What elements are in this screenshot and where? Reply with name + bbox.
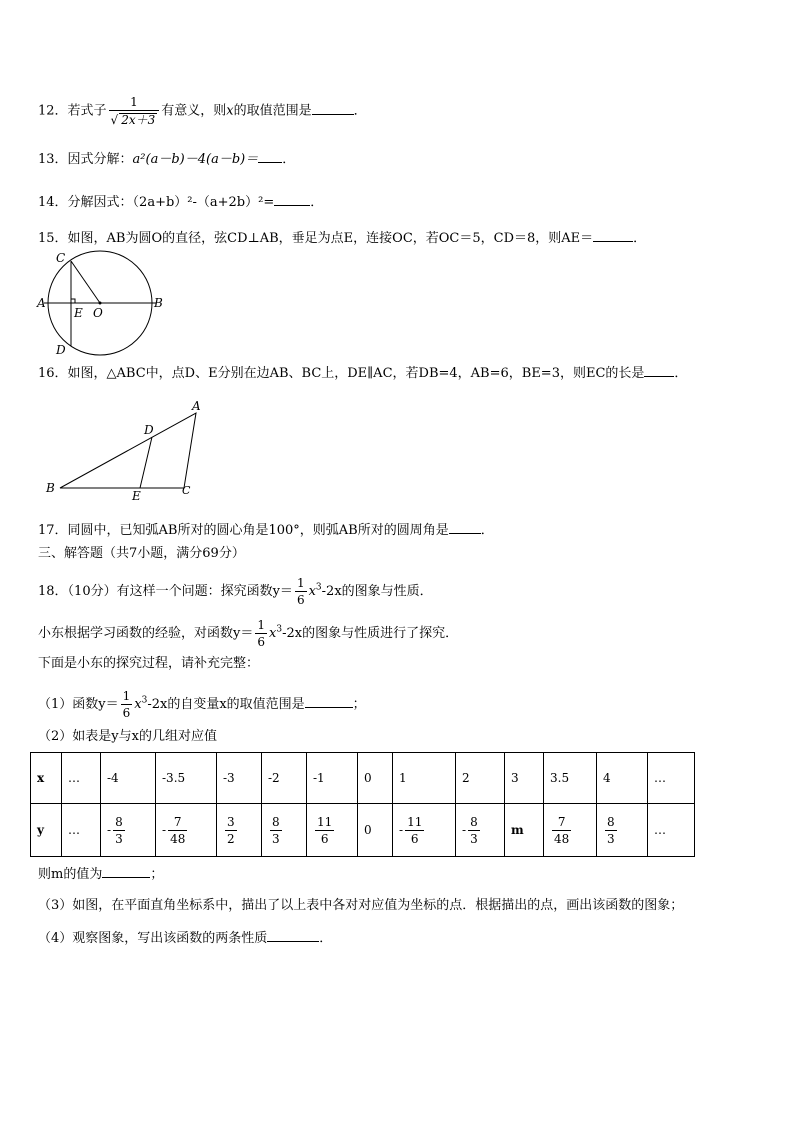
question-18-part2 [38, 728, 217, 746]
sign: - [462, 823, 467, 837]
table-row-x [31, 753, 695, 804]
table-cell-x: -3.5 [156, 753, 217, 804]
q12-denominator: √ 2x＋3 [109, 110, 160, 126]
table-cell-y [101, 804, 156, 857]
table-cell-x: 2 [456, 753, 505, 804]
fraction [405, 816, 424, 845]
q18-p1a: （1）函数y＝ [38, 697, 119, 712]
label-e: E [74, 306, 83, 320]
q14-blank[interactable] [274, 193, 310, 206]
label-a: A [192, 399, 201, 413]
table-cell-y [217, 804, 262, 857]
frac-denominator: 6 [122, 706, 131, 720]
table-cell-y [156, 804, 217, 857]
label-b: B [46, 481, 55, 495]
cell-fraction [603, 816, 619, 845]
label-b: B [154, 296, 163, 310]
q12-end: ． [353, 103, 367, 119]
q18-p3: （3）如图，在平面直角坐标系中，描出了以上表中各对对应值为坐标的点．根据描出的点，画出该函数的图象； [38, 898, 684, 913]
fraction [605, 816, 617, 845]
q15-circle-figure [34, 250, 168, 358]
numerator: 8 [607, 814, 615, 829]
denominator: 48 [554, 831, 570, 846]
label-d: D [56, 343, 66, 357]
q18-p1b: -2x的自变量x的取值范围是 [147, 697, 305, 712]
q12-prefix: 12．若式子 [38, 103, 107, 119]
fraction [168, 816, 187, 845]
cell-value: … [654, 823, 666, 837]
numerator: 3 [227, 814, 235, 829]
q17-end: ． [480, 523, 494, 538]
table-cell-x: 3.5 [544, 753, 597, 804]
q16-text: 16．如图，△ABC中，点D、E分别在边AB、BC上，DE∥AC，若DB=4，AB=6，BE=3，则EC的长是 [38, 366, 645, 381]
frac-numerator: 1 [296, 576, 305, 590]
table-cell-x: -2 [262, 753, 307, 804]
fraction [552, 816, 571, 845]
question-18-line2 [38, 619, 458, 648]
q18-p1-end: ； [352, 697, 366, 712]
label-a: A [37, 296, 46, 310]
q15-blank[interactable] [593, 229, 633, 242]
numerator: 8 [470, 814, 478, 829]
cube-exponent: 3 [141, 695, 148, 706]
q18-fraction-2 [255, 619, 267, 648]
q14-text: 14．分解因式：（2a+b）²-（a+2b）²= [38, 195, 275, 210]
section-3-text: 三、解答题（共7小题，满分69分） [38, 546, 245, 561]
q12-radicand: 2x＋3 [121, 113, 156, 127]
denominator: 3 [115, 831, 123, 846]
x-var: x [134, 697, 142, 712]
question-15 [38, 229, 646, 248]
cell-fraction [107, 816, 127, 845]
numerator: 8 [272, 814, 280, 829]
right-angle-mark [71, 299, 75, 303]
cell-fraction [268, 816, 284, 845]
q18-line1b: -2x的图象与性质． [321, 584, 433, 599]
denominator: 2 [227, 831, 235, 846]
q12-suffix-b: 的取值范围是 [233, 103, 312, 119]
q18-fraction-1 [295, 577, 307, 606]
triangle-abc [60, 413, 196, 488]
fraction [113, 816, 125, 845]
label-c: C [56, 251, 66, 265]
x-var: x [269, 626, 277, 641]
q16-triangle-figure [40, 396, 210, 502]
q18-after-end: ； [150, 867, 164, 882]
table-cell-x: 3 [505, 753, 544, 804]
table-cell-y [544, 804, 597, 857]
q18-p2: （2）如表是y与x的几组对应值 [38, 729, 217, 744]
q18-p4-end: ． [319, 931, 333, 946]
q13-expression: a²(a－b)－4(a－b)＝ [132, 152, 259, 167]
question-18-part4 [38, 929, 332, 948]
table-row-y [31, 804, 695, 857]
question-18-line3 [38, 655, 259, 673]
cell-value: m [511, 823, 524, 837]
label-o: O [93, 306, 103, 320]
table-cell-y [597, 804, 648, 857]
numerator: 11 [407, 814, 423, 829]
q18-line2b: -2x的图象与性质进行了探究． [282, 626, 459, 641]
q18-m-blank[interactable] [102, 865, 150, 878]
frac-denominator: 6 [257, 635, 265, 649]
denominator: 3 [470, 831, 478, 846]
q12-var: x [226, 103, 234, 119]
q18-line3: 下面是小东的探究过程，请补充完整： [38, 656, 260, 671]
sign: - [107, 823, 112, 837]
cube-exponent: 3 [315, 582, 322, 593]
q17-blank[interactable] [449, 521, 481, 534]
q12-suffix-a: 有意义，则 [161, 103, 227, 119]
frac-numerator: 1 [122, 689, 131, 703]
q18-line2a: 小东根据学习函数的经验，对函数y＝ [38, 626, 254, 641]
center-dot [99, 302, 102, 305]
cell-fraction [550, 816, 573, 845]
label-c: C [182, 484, 191, 497]
cell-fraction [399, 816, 426, 845]
table-cell-y [505, 804, 544, 857]
question-17 [38, 521, 494, 540]
q18-p4: （4）观察图象，写出该函数的两条性质 [38, 931, 268, 946]
cell-value: 0 [364, 823, 372, 837]
table-cell-y [393, 804, 456, 857]
table-cell-x: 0 [358, 753, 393, 804]
label-d: D [144, 423, 154, 437]
cell-fraction [462, 816, 482, 845]
table-cell-x: … [648, 753, 695, 804]
table-cell-x: -1 [307, 753, 358, 804]
q13-prefix: 13．因式分解： [38, 152, 133, 167]
q12-fraction [109, 96, 160, 126]
q16-end: ． [674, 366, 688, 381]
question-13 [38, 150, 295, 169]
numerator: 8 [115, 814, 123, 829]
table-cell-y [648, 804, 695, 857]
question-18-m [38, 865, 163, 884]
table-cell-x: 4 [597, 753, 648, 804]
label-e: E [132, 489, 141, 502]
cell-fraction [162, 816, 189, 845]
denominator: 3 [272, 831, 280, 846]
question-18-part1 [38, 690, 366, 719]
q15-end: ． [633, 231, 647, 246]
table-cell-y [31, 804, 62, 857]
q15-text: 15．如图，AB为圆O的直径，弦CD⊥AB，垂足为点E，连接OC，若OC＝5，CD＝8，则AE＝ [38, 231, 594, 246]
sign: - [162, 823, 167, 837]
section-3-heading [38, 545, 245, 563]
numerator: 7 [557, 814, 566, 829]
value-table [30, 752, 695, 857]
table-cell-y [358, 804, 393, 857]
sign: - [399, 823, 404, 837]
table-cell-y [456, 804, 505, 857]
question-18-intro [38, 577, 433, 606]
fraction [225, 816, 237, 845]
segment-de [140, 437, 152, 488]
frac-denominator: 6 [296, 593, 305, 607]
table-cell-y [262, 804, 307, 857]
cell-value: y [37, 823, 44, 837]
q18-fraction-3 [121, 690, 133, 719]
denominator: 6 [405, 830, 424, 845]
fraction [468, 816, 480, 845]
cell-fraction [313, 816, 336, 845]
q18-line1a: 18．（10分）有这样一个问题：探究函数y＝ [38, 584, 293, 599]
q12-blank[interactable] [312, 102, 354, 115]
table-cell-x: -4 [101, 753, 156, 804]
question-14 [38, 193, 323, 212]
question-12 [38, 96, 367, 126]
segment-oc [71, 261, 100, 303]
denominator: 6 [315, 830, 334, 845]
denominator: 48 [170, 831, 186, 846]
question-18-part3 [38, 897, 683, 915]
numerator: 7 [173, 814, 182, 829]
frac-numerator: 1 [257, 618, 265, 632]
cell-value: … [68, 823, 80, 837]
q18-p4-blank[interactable] [267, 929, 319, 942]
x-var: x [308, 584, 316, 599]
q17-text: 17．同圆中，已知弧AB所对的圆心角是100°，则弧AB所对的圆周角是 [38, 523, 449, 538]
table-cell-x: x [31, 753, 62, 804]
table-cell-x: -3 [217, 753, 262, 804]
q12-numerator: 1 [130, 95, 138, 109]
question-16 [38, 364, 687, 383]
q18-after-table: 则m的值为 [38, 867, 103, 882]
denominator: 3 [607, 831, 615, 846]
q13-blank[interactable] [258, 150, 282, 163]
table-cell-y [62, 804, 101, 857]
table-cell-y [307, 804, 358, 857]
q13-end: ． [282, 152, 296, 167]
cube-exponent: 3 [276, 624, 283, 635]
table-cell-x: 1 [393, 753, 456, 804]
cell-fraction [223, 816, 239, 845]
fraction [270, 816, 282, 845]
q16-blank[interactable] [644, 364, 674, 377]
numerator: 11 [317, 814, 333, 829]
fraction [315, 816, 334, 845]
q18-p1-blank[interactable] [305, 695, 353, 708]
table-cell-x: … [62, 753, 101, 804]
q14-end: ． [310, 195, 324, 210]
